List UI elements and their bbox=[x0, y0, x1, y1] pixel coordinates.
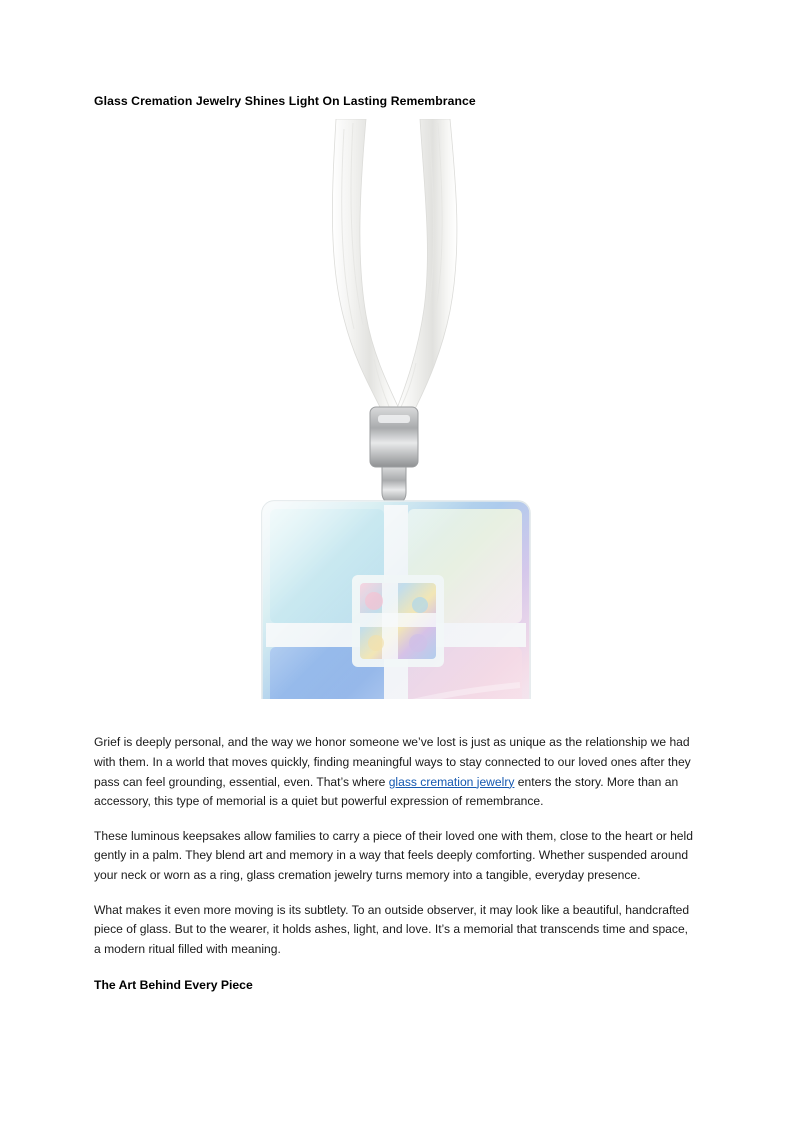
article-body bbox=[94, 733, 694, 994]
glass-cremation-jewelry-link[interactable]: glass cremation jewelry bbox=[388, 774, 515, 789]
paragraph-3: What makes it even more moving is its subtlety. To an outside observer, it may look like a beautiful, handcrafted piece of glass. But to the wearer, it holds ashes, light, and love. It’s a memorial that transcends time and space, a modern ritual filled with meaning. bbox=[94, 902, 690, 956]
document-body bbox=[94, 93, 694, 994]
glass-pendant-illustration bbox=[224, 119, 564, 699]
paragraph-1-text-after: enters the story. More than an accessory, this type of memorial is a quiet but powerful expression of remembrance. bbox=[94, 774, 679, 809]
paragraph-1-text-before: Grief is deeply personal, and the way we honor someone we’ve lost is just as unique as the relationship we had with them. In a world that moves quickly, finding meaningful ways to stay connected to our loved ones after they pass can feel grounding, essential, even. That’s where bbox=[94, 735, 691, 789]
paragraph-2: These luminous keepsakes allow families to carry a piece of their loved one with them, close to the heart or held gently in a palm. They blend art and memory in a way that feels deeply comforting. Whether suspended around your neck or worn as a ring, glass cremation jewelry turns memory into a tangible, everyday presence. bbox=[94, 828, 693, 882]
section-subheading: The Art Behind Every Piece bbox=[94, 978, 253, 993]
page-title: Glass Cremation Jewelry Shines Light On Lasting Remembrance bbox=[94, 94, 476, 108]
paragraph-1 bbox=[94, 733, 694, 811]
pendant-figure bbox=[94, 119, 694, 699]
pendant-image bbox=[224, 119, 564, 699]
